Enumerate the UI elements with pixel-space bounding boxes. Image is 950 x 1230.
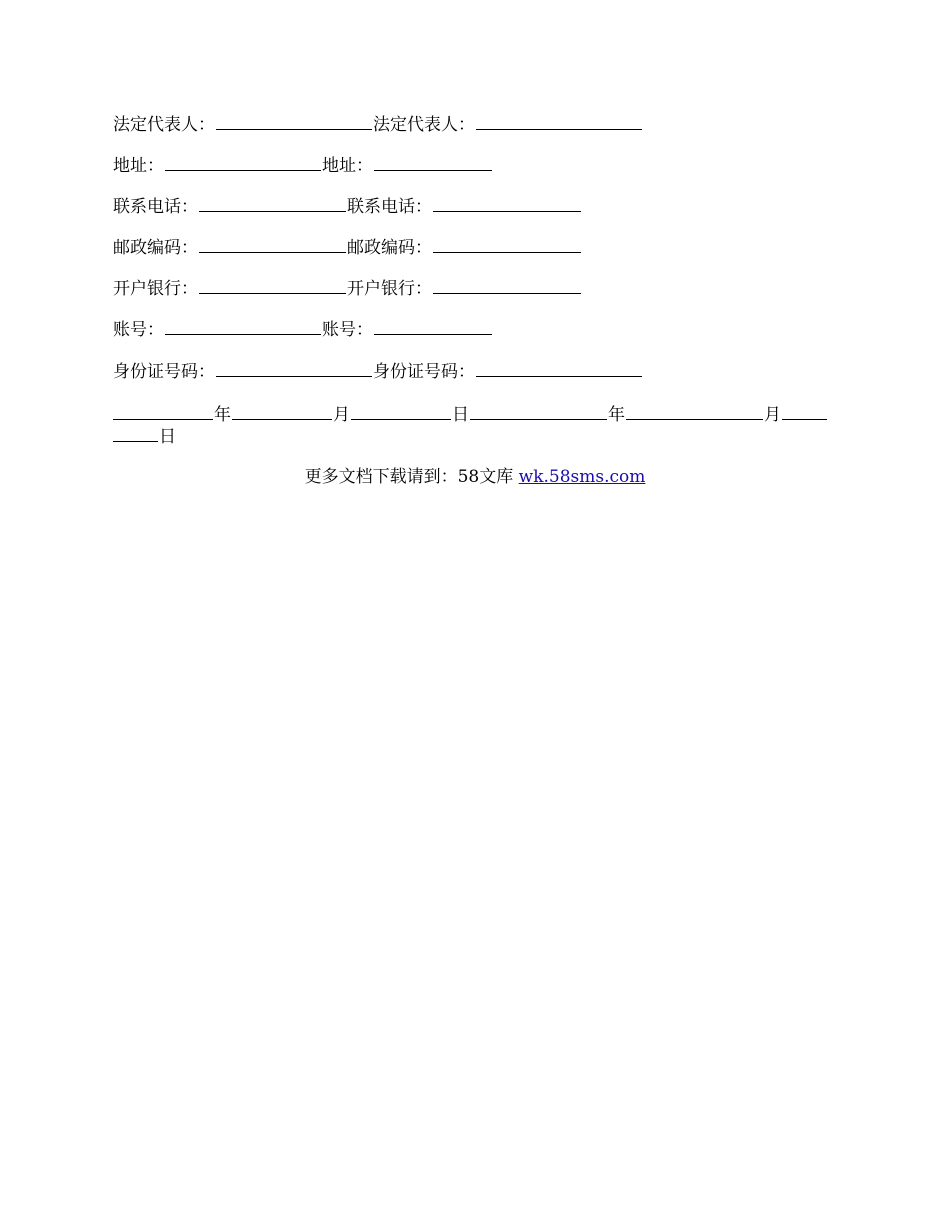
month-blank-b[interactable] [626,402,763,420]
postal-label-b: 邮政编码： [347,238,432,258]
download-footer [0,465,950,489]
bank-label-b: 开户银行： [347,279,432,299]
account-label-b: 账号： [322,320,373,340]
id-number-row [113,359,643,384]
year-label-b: 年 [608,405,625,425]
postal-code-row [113,235,582,260]
id-blank-a[interactable] [216,359,372,377]
legal-rep-label-a: 法定代表人： [113,115,215,135]
bank-row [113,276,582,301]
phone-label-a: 联系电话： [113,197,198,217]
legal-rep-blank-a[interactable] [216,112,372,130]
day-label-a: 日 [452,405,469,425]
postal-blank-a[interactable] [199,235,346,253]
address-label-a: 地址： [113,156,164,176]
bank-blank-a[interactable] [199,276,346,294]
postal-blank-b[interactable] [433,235,581,253]
day-blank-b-part1[interactable] [782,402,827,420]
bank-label-a: 开户银行： [113,279,198,299]
footer-link[interactable]: wk.58sms.com [518,467,646,487]
account-label-a: 账号： [113,320,164,340]
month-blank-a[interactable] [232,402,332,420]
address-blank-b[interactable] [374,153,492,171]
year-blank-a[interactable] [113,402,213,420]
id-label-a: 身份证号码： [113,362,215,382]
day-blank-a[interactable] [351,402,451,420]
address-row [113,153,493,178]
month-label-a: 月 [333,405,350,425]
account-row [113,317,493,342]
legal-rep-blank-b[interactable] [476,112,642,130]
address-label-b: 地址： [322,156,373,176]
footer-text: 更多文档下载请到：58文库 [304,467,514,487]
date-row [113,402,828,427]
phone-blank-b[interactable] [433,194,581,212]
year-blank-b[interactable] [470,402,607,420]
day-label-b: 日 [159,427,176,447]
address-blank-a[interactable] [165,153,321,171]
phone-label-b: 联系电话： [347,197,432,217]
legal-representative-row [113,112,643,137]
month-label-b: 月 [764,405,781,425]
phone-row [113,194,582,219]
phone-blank-a[interactable] [199,194,346,212]
date-row-continued [113,424,176,449]
id-blank-b[interactable] [476,359,642,377]
id-label-b: 身份证号码： [373,362,475,382]
account-blank-a[interactable] [165,317,321,335]
day-blank-b-part2[interactable] [113,424,158,442]
account-blank-b[interactable] [374,317,492,335]
legal-rep-label-b: 法定代表人： [373,115,475,135]
year-label-a: 年 [214,405,231,425]
postal-label-a: 邮政编码： [113,238,198,258]
bank-blank-b[interactable] [433,276,581,294]
